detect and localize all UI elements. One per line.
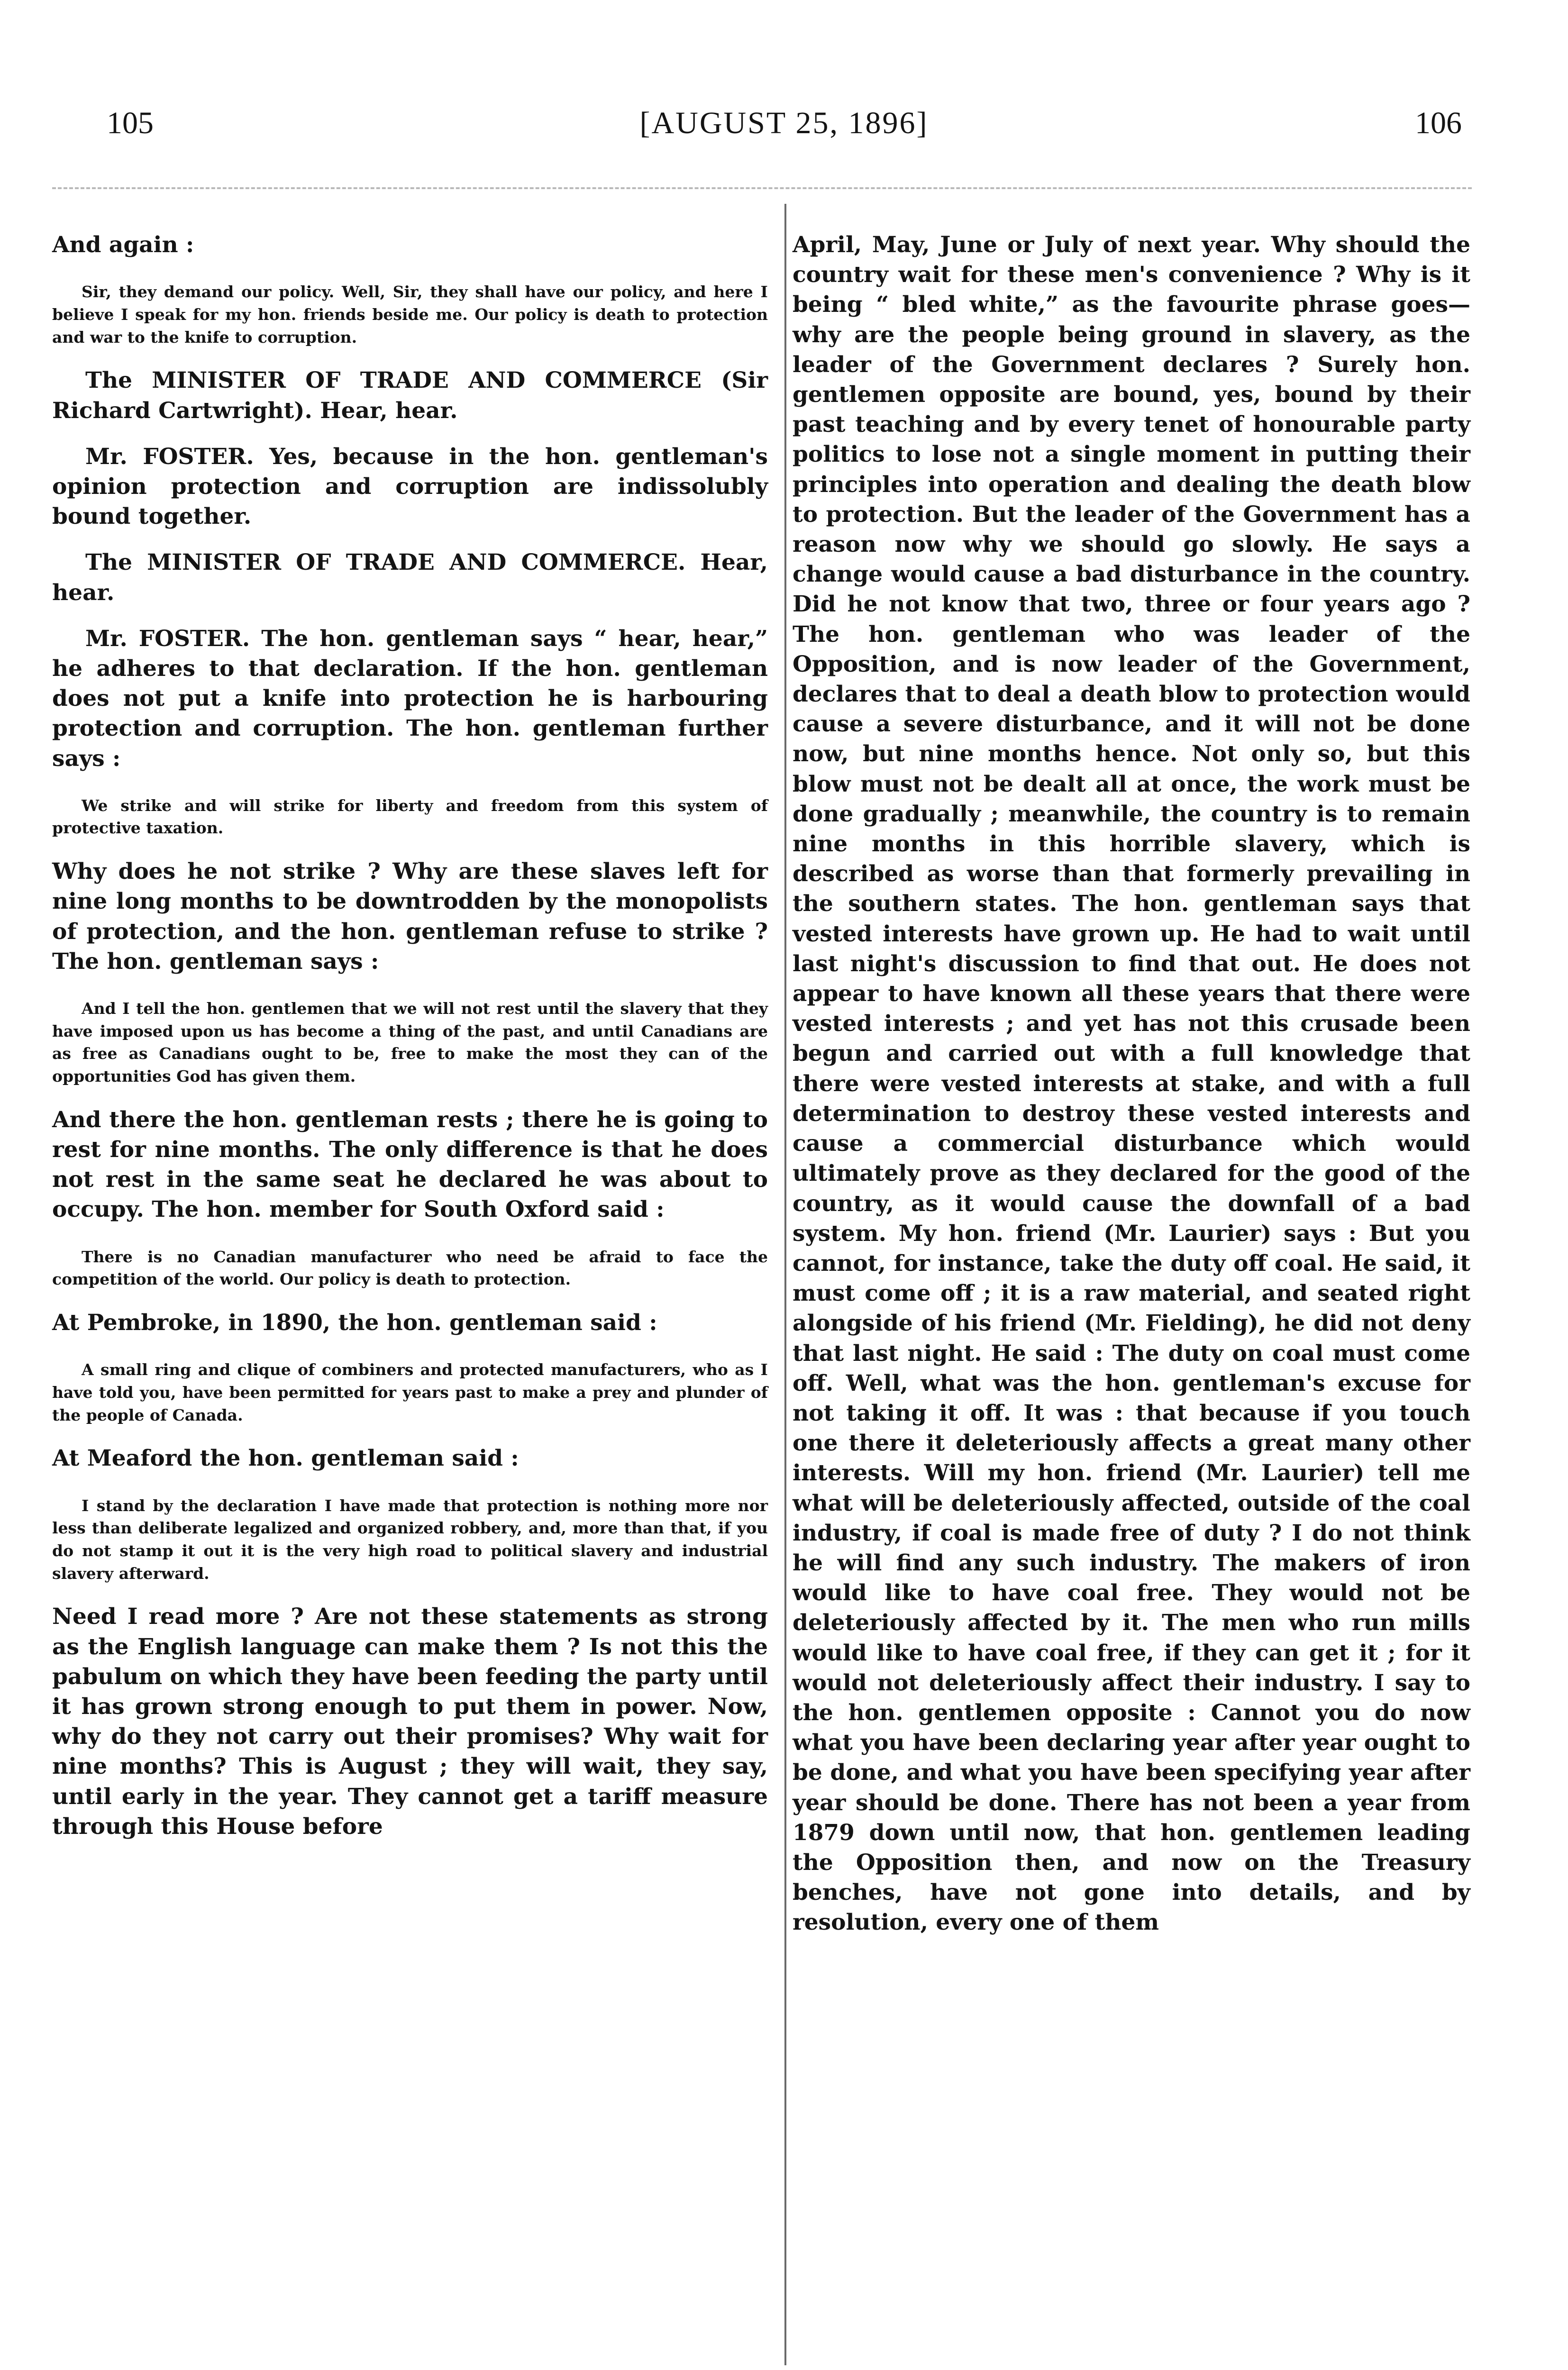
paragraph: The MINISTER OF TRADE AND COMMERCE (Sir Richard Cartwright). Hear, hear. — [52, 367, 768, 424]
quotation: And I tell the hon. gentlemen that we will not rest until the slavery that they have imposed upon us has become a thing of the past, and until Canadians are as free as Canadians ought to be, free to make the most they can of the opportunities God has given them. — [52, 999, 768, 1086]
paragraph: Mr. FOSTER. The hon. gentleman says “ hear, hear,” he adheres to that declaration. If the hon. gentleman does not put a knife into protection he is harbouring protection and corruption. The hon. gentleman further says : — [52, 625, 768, 772]
quotation: Sir, they demand our policy. Well, Sir, they shall have our policy, and here I believe I speak for my hon. friends beside me. Our policy is death to protection and war to the knife to corruption. — [52, 283, 768, 346]
quotation: We strike and will strike for liberty and freedom from this system of protective taxation. — [52, 796, 768, 838]
column-divider — [784, 204, 786, 2365]
paragraph: The MINISTER OF TRADE AND COMMERCE. Hear, hear. — [52, 549, 768, 606]
page-header — [0, 105, 1568, 157]
paragraph: At Meaford the hon. gentleman said : — [52, 1445, 519, 1472]
quotation: There is no Canadian manufacturer who need be afraid to face the competition of the world. Our policy is death to protection. — [52, 1247, 768, 1289]
quotation: A small ring and clique of combiners and protected manufacturers, who as I have told you, have been permitted for years past to make a prey and plunder of the people of Canada. — [52, 1360, 768, 1424]
paragraph: April, May, June or July of next year. Why should the country wait for these men's convenience ? Why is it being “ bled white,” as the favourite phrase goes—why are the people being ground in slavery, as the leader of the Government declares ? Surely hon. gentlemen opposite are bound, yes, bound by their past teaching and by every tenet of honourable party politics to lose not a single moment in putting their principles into operation and dealing the death blow to protection. But the leader of the Government has a reason now why we should go slowly. He says a change would cause a bad disturbance in the country. Did he not know that two, three or four years ago ? The hon. gentleman who was leader of the Opposition, and is now leader of the Government, declares that to deal a death blow to protection would cause a severe disturbance, and it will not be done now, but nine months hence. Not only so, but this blow must not be dealt all at once, the work must be done gradually ; meanwhile, the country is to remain nine months in this horrible slavery, which is described as worse than that formerly prevailing in the southern states. The hon. gentleman says that vested interests have grown up. He had to wait until last night's discussion to find that out. He does not appear to have known all these years that there were vested interests ; and yet has not this crusade been begun and carried out with a full knowledge that there were vested interests at stake, and with a full determination to destroy these vested interests and cause a commercial disturbance which would ultimately prove as they declared for the good of the country, as it would cause the downfall of a bad system. My hon. friend (Mr. Laurier) says : But you cannot, for instance, take the duty off coal. He said, it must come off ; it is a raw material, and seated right alongside of his friend (Mr. Fielding), he did not deny that last night. He said : The duty on coal must come off. Well, what was the hon. gentleman's excuse for not taking it off. It was : that because if you touch one there it deleteriously affects a great many other interests. Will my hon. friend (Mr. Laurier) tell me what will be deleteriously affected, outside of the coal industry, if coal is made free of duty ? I do not think he will find any such industry. The makers of iron would like to have coal free. They would not be deleteriously affected by it. The men who run mills would like to have coal free, if they can get it ; for it would not deleteriously affect their industry. I say to the hon. gentlemen opposite : Cannot you do now what you have been declaring year after year ought to be done, and what you have been specifying year after year should be done. There has not been a year from 1879 down until now, that hon. gentlemen leading the Opposition then, and now on the Treasury benches, have not gone into details, and by resolution, every one of them — [793, 232, 1470, 1936]
page-number-left: 105 — [107, 106, 154, 140]
header-rule — [52, 187, 1472, 189]
header-date: [AUGUST 25, 1896] — [639, 106, 929, 140]
paragraph: Mr. FOSTER. Yes, because in the hon. gentleman's opinion protection and corruption are indissolubly bound together. — [52, 443, 768, 530]
paragraph: At Pembroke, in 1890, the hon. gentleman said : — [52, 1310, 657, 1336]
left-column — [52, 230, 768, 1841]
paragraph: And there the hon. gentleman rests ; there he is going to rest for nine months. The only difference is that he does not rest in the same seat he declared he was about to occupy. The hon. member for South Oxford said : — [52, 1106, 768, 1223]
paragraph: Why does he not strike ? Why are these slaves left for nine long months to be downtrodden by the monopolists of protection, and the hon. gentleman refuse to strike ? The hon. gentleman says : — [52, 858, 768, 975]
page-number-right: 106 — [1415, 106, 1462, 140]
paragraph: Need I read more ? Are not these statements as strong as the English language can make them ? Is not this the pabulum on which they have been feeding the party until it has grown strong enough to put them in power. Now, why do they not carry out their promises? Why wait for nine months? This is August ; they will wait, they say, until early in the year. They cannot get a tariff measure through this House before — [52, 1604, 768, 1840]
right-column — [793, 230, 1470, 1938]
quotation: I stand by the declaration I have made that protection is nothing more nor less than deliberate legalized and organized robbery, and, more than that, if you do not stamp it out it is the very high road to political slavery and industrial slavery afterward. — [52, 1496, 768, 1583]
paragraph: And again : — [52, 232, 194, 258]
